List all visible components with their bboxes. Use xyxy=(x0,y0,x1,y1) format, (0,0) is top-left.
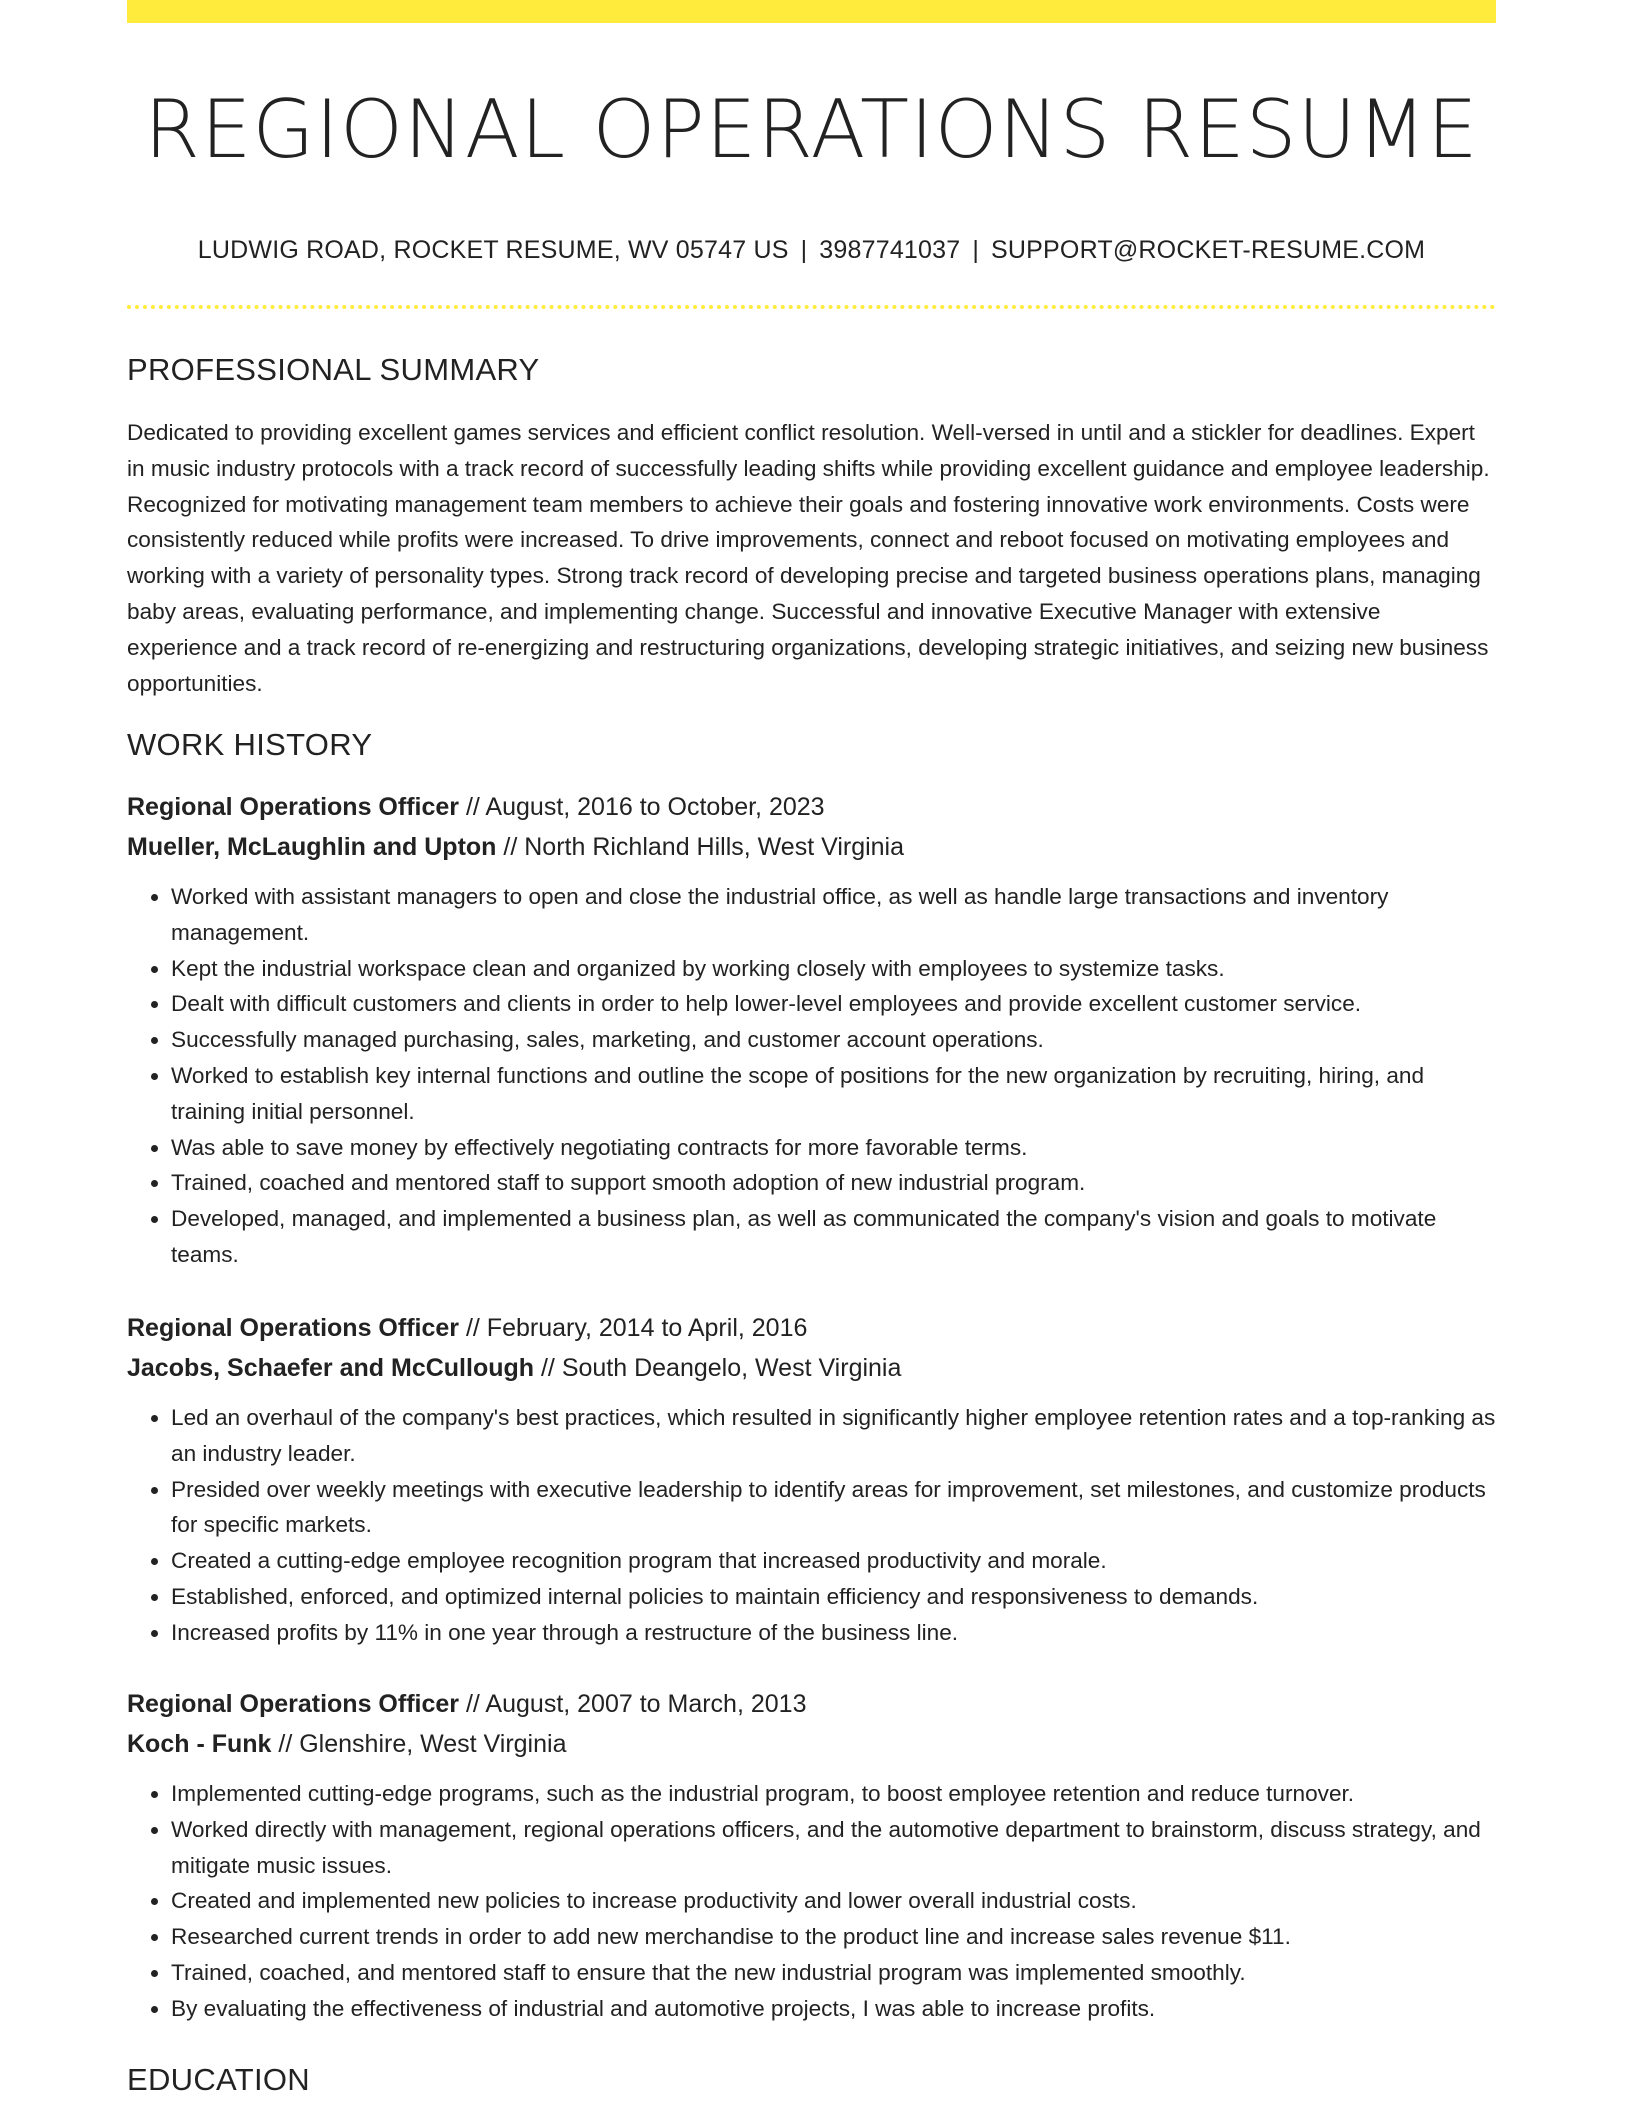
job-company-line xyxy=(127,1724,1496,1764)
job-title-line xyxy=(127,1308,1496,1348)
contact-line xyxy=(127,236,1496,265)
job-title-line xyxy=(127,1684,1496,1724)
contact-address: LUDWIG ROAD, ROCKET RESUME, WV 05747 US xyxy=(197,236,789,264)
job-location: // South Deangelo, West Virginia xyxy=(540,1354,902,1382)
dotted-divider xyxy=(127,305,1496,309)
job-company: Koch - Funk xyxy=(127,1730,272,1758)
job-bullet: • Established, enforced, and optimized internal policies to maintain efficiency and responsiveness to demands. xyxy=(171,1579,1496,1615)
professional-summary-text: Dedicated to providing excellent games services and efficient conflict resolution. Well-versed in until and a stickler for deadlines. Expert in music industry protocols with a track record of successfully leading shifts while providing excellent guidance and employee leadership. Recognized for motivating management team members to achieve their goals and fostering innovative work environments. Costs were consistently reduced while profits were increased. To drive improvements, connect and reboot focused on motivating employees and working with a variety of personality types. Strong track record of developing precise and targeted business operations plans, managing baby areas, evaluating performance, and implementing change. Successful and innovative Executive Manager with extensive experience and a track record of re-energizing and restructuring organizations, developing strategic initiatives, and seizing new business opportunities. xyxy=(127,420,1490,696)
professional-summary-heading: PROFESSIONAL SUMMARY xyxy=(127,352,540,387)
job-location: // Glenshire, West Virginia xyxy=(278,1730,567,1758)
job-bullet: • Successfully managed purchasing, sales, marketing, and customer account operations. xyxy=(171,1022,1496,1058)
contact-separator: | xyxy=(972,236,980,264)
resume-title: REGIONAL OPERATIONS RESUME xyxy=(144,83,1479,176)
job-location: // North Richland Hills, West Virginia xyxy=(503,833,905,861)
job-bullet: • Presided over weekly meetings with executive leadership to identify areas for improvement, set milestones, and customize products for specific markets. xyxy=(171,1472,1496,1544)
job-bullet-list xyxy=(127,1776,1496,2027)
job-bullet: • Was able to save money by effectively negotiating contracts for more favorable terms. xyxy=(171,1130,1496,1166)
job-bullet: • Implemented cutting-edge programs, such as the industrial program, to boost employee retention and reduce turnover. xyxy=(171,1776,1496,1812)
job-bullet: • Worked to establish key internal functions and outline the scope of positions for the new organization by recruiting, hiring, and training initial personnel. xyxy=(171,1058,1496,1130)
job-bullet: • Dealt with difficult customers and clients in order to help lower-level employees and provide excellent customer service. xyxy=(171,986,1496,1022)
job-bullet: • Increased profits by 11% in one year through a restructure of the business line. xyxy=(171,1615,1496,1651)
job-dates: // August, 2007 to March, 2013 xyxy=(465,1690,807,1718)
job-bullet: • Created and implemented new policies to increase productivity and lower overall industrial costs. xyxy=(171,1883,1496,1919)
job-dates: // February, 2014 to April, 2016 xyxy=(465,1314,808,1342)
accent-top-bar xyxy=(127,0,1496,23)
job-bullet: • Kept the industrial workspace clean and organized by working closely with employees to systemize tasks. xyxy=(171,951,1496,987)
contact-phone: 3987741037 xyxy=(819,236,961,264)
job-company: Mueller, McLaughlin and Upton xyxy=(127,833,497,861)
job-bullet: • Worked with assistant managers to open and close the industrial office, as well as handle large transactions and inventory management. xyxy=(171,879,1496,951)
job-company: Jacobs, Schaefer and McCullough xyxy=(127,1354,535,1382)
job-title: Regional Operations Officer xyxy=(127,793,460,821)
job-company-line xyxy=(127,827,1496,867)
job-company-line xyxy=(127,1348,1496,1388)
job-dates: // August, 2016 to October, 2023 xyxy=(465,793,825,821)
job-bullet-list xyxy=(127,1400,1496,1651)
job-bullet: • Trained, coached and mentored staff to support smooth adoption of new industrial program. xyxy=(171,1165,1496,1201)
contact-email: SUPPORT@ROCKET-RESUME.COM xyxy=(991,236,1426,264)
job-bullet-list xyxy=(127,879,1496,1273)
education-heading: EDUCATION xyxy=(127,2062,310,2097)
work-history-heading: WORK HISTORY xyxy=(127,727,373,762)
job-title: Regional Operations Officer xyxy=(127,1314,460,1342)
job-bullet: • Created a cutting-edge employee recognition program that increased productivity and morale. xyxy=(171,1543,1496,1579)
job-entry xyxy=(127,787,1496,1273)
job-entry xyxy=(127,1308,1496,1651)
contact-separator: | xyxy=(800,236,808,264)
job-bullet: • Developed, managed, and implemented a business plan, as well as communicated the company's vision and goals to motivate teams. xyxy=(171,1201,1496,1273)
job-entry xyxy=(127,1684,1496,2027)
job-bullet: • Researched current trends in order to add new merchandise to the product line and increase sales revenue $11. xyxy=(171,1919,1496,1955)
job-title: Regional Operations Officer xyxy=(127,1690,460,1718)
job-bullet: • By evaluating the effectiveness of industrial and automotive projects, I was able to increase profits. xyxy=(171,1991,1496,2027)
job-bullet: • Trained, coached, and mentored staff to ensure that the new industrial program was implemented smoothly. xyxy=(171,1955,1496,1991)
job-bullet: • Worked directly with management, regional operations officers, and the automotive department to brainstorm, discuss strategy, and mitigate music issues. xyxy=(171,1812,1496,1884)
job-title-line xyxy=(127,787,1496,827)
job-bullet: • Led an overhaul of the company's best practices, which resulted in significantly higher employee retention rates and a top-ranking as an industry leader. xyxy=(171,1400,1496,1472)
